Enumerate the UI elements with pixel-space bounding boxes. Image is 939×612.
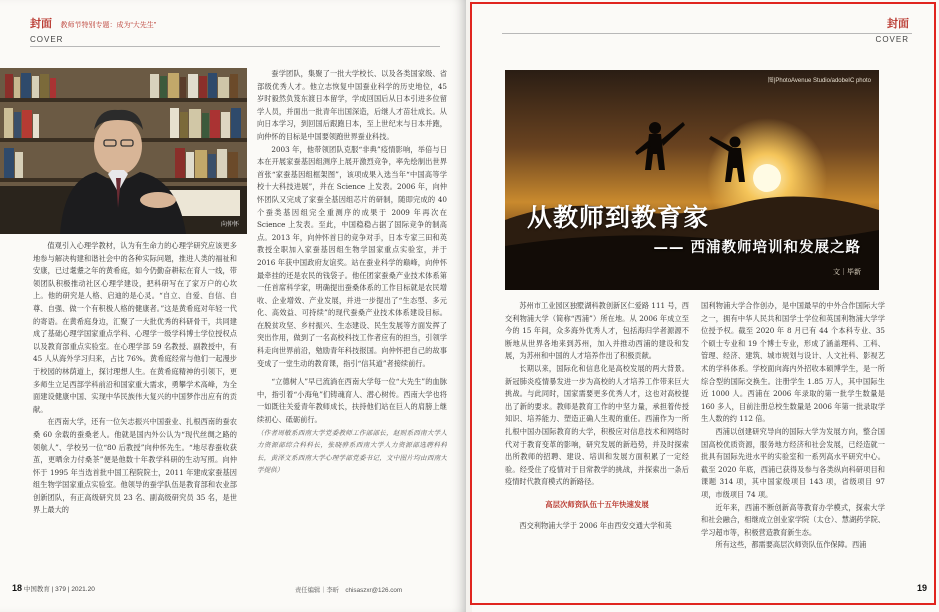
paragraph: 2003 年，他带领团队克服“非典”疫情影响，举倍与日本在开展家蚕基因组测序上展开激烈竞争，率先绘制出世界首张“家蚕基因组框架图”，该项成果入选当年“中国高等学校十大科技进展”，并在 Science 上发表。2006 年，向仲怀团队又完成了家蚕全基因组芯片的研制，随即完成的 40 个蚕类基因组完全重测序的成果于 2009 年再次在 Science 上发表。至此，中国稳稳占据了国际竞争的制高点。2013 年，向仲怀首日的竞争对手，日本专家三田和英教授全职加入家蚕基因组生物学国家重点实验室，并于 2016 年获中国政府友谊奖。站在蚕业科学的巅峰，向仲怀最牵挂的还是农民的钱袋子。他任团家蚕桑产业技术体系第一任首席科学家，明确提出蚕桑体系的工作目标就是农民增收、企业增效、产业发展，并进一步提出了“生态型、多元化、高效益、可持续”的现代蚕桑产业技术体系建设目标。在脱贫攻坚、乡村振兴、生态建设、民生发展等方面发挥了突出作用，做到了一名高校科技工作者应有的担当，引领学科走向世界前沿，勉励青年科技报国。向仲怀把自己的故事变成了一堂生动的教育课，指引“信其道”者接续前行。 [257, 144, 447, 368]
sunset-silhouette-image [505, 70, 879, 290]
section-label: 封面 [887, 17, 909, 30]
article-byline: 文｜毕新 [833, 268, 861, 276]
section-english: COVER [875, 35, 909, 44]
left-header [30, 14, 156, 44]
paragraph: “立德树人”早已流淌在西南大学每一位“大先生”的血脉中，指引着“小海龟”们铸魂育人、潜心树传。西南大学也将一如既往关爱青年教师成长，扶持他们站在巨人的肩膀上继续初心、砥砺前行。 [257, 377, 447, 425]
issue-date: 2021.20 [71, 586, 95, 593]
issue-number: 379 [55, 586, 66, 593]
author-note: （作者周敏系西南大学党委教师工作部部长，赵则系西南大学人力资源部综合科科长，张晓骅系西南大学人力资源部选聘科科长，黄泽文系西南大学心理学部党委书记，文中图片均由西南大学提供） [257, 428, 447, 475]
paragraph: 西浦以创建研究导向的国际大学为发展方向，整合国国高校优质资源，服务地方经济和社会发展，已经造就一批具有国际先进水平的实验室和一系列高水平研究中心。截至 2020 年底，西浦已获得及参与各类纵向科研项目和课题 314 项，其中国家级项目 143 项，省级项目 97 项，市级项目 74 项。 [701, 426, 885, 499]
section-label: 封面 [30, 17, 52, 30]
left-column-1 [33, 240, 237, 570]
header-divider [502, 33, 912, 34]
paragraph: 苏州市工业园区独墅湖科教创新区仁爱路 111 号，西交利物浦大学（简称“西浦”）所在地。从 2006 年成立至今的 15 年间，众多海外优秀人才，包括海归学者源源不断地从世界各地来到苏州，加入并推动西浦的建设和发展，为苏州和中国的人才培养作出了积极贡献。 [505, 301, 689, 361]
article-subtitle: —— 西浦教师培训和发展之路 [653, 240, 861, 256]
section-subtitle: 教师节特别专题：成为“大先生” [60, 22, 157, 29]
right-column-2 [701, 300, 885, 575]
paragraph: 国利物浦大学合作创办，是中国最早的中外合作国际大学之一，拥有中华人民共和国学士学位和英国利物浦大学学位授予权。截至 2020 年 8 月已有 44 个本科专业、35 个硕士专业和 19 个博士专业，形成了涵盖理科、工科、管理、经济、建筑、城市规划与设计、人文社科、影视艺术的学科体系。学校面向海内外招收本硕博学生，是一所综合型的国际交换生。注册学生 1.85 万人，其中国际生近 1000 人。西浦在 2006 年录取的第一批学生数量是 160 多人，目前注册总校生数量是 2006 年第一批录取学生人数的约 112 倍。 [701, 301, 885, 424]
magazine-name: 中国教育 [23, 586, 50, 593]
page-number: 18 [12, 583, 23, 593]
paragraph: 西交利物浦大学于 2006 年由西安交通大学和英 [519, 520, 672, 530]
page-number: 19 [916, 583, 927, 593]
hero-banner [505, 70, 879, 290]
photo-caption: 向仲怀 [220, 222, 239, 228]
left-page [0, 0, 466, 612]
portrait-photo [0, 68, 247, 234]
section-subheading: 高层次师资队伍十五年快速发展 [545, 499, 649, 509]
bookshelf-portrait-image [0, 68, 247, 234]
header-divider [30, 46, 440, 47]
editor-credit: 责任编辑｜李昕 chisaszxr@126.com [295, 587, 403, 594]
paragraph: 值观引入心理学教材，认为有生命力的心理学研究应该更多地参与解决构建和谐社会中的各种实际问题，推进人类的福祉和安康，已过耄耋之年的黄希庭，如今仍勤奋耕耘在育人一线，带领团队积极推动社区心理学建设，把科研写在了家万户的心坎上。他的研究是人格、启迪的是心灵。“自立、自爱、自信、自尊、自强、做一个有积极人格的健康者。”这是黄希庭对年轻一代的寄语。在黄希庭身边，汇聚了一大批优秀的科研骨干，共同建成了基础心理学国家重点学科、心理学一级学科博士学位授权点以及教育部重点实验室。在心理学部 59 名教授、副教授中，有 45 人从海外学习归来，占比 76%。黄希庭经常与他们一起漫步于校园的林荫道上，探讨理想人生。在黄希庭精神的引领下，更多师生立足西部学科前沿和国家重大需求，勇攀学术高峰，为全面建设健康中国、实现中华民族伟大复兴的中国梦作出应有的贡献。 [33, 241, 237, 414]
left-column-2 [257, 68, 447, 573]
article-title: 从教师到教育家 [527, 203, 710, 232]
right-column-1 [505, 300, 689, 575]
paragraph: 在西南大学，还有一位矢志振兴中国蚕业、扎根西南的蚕农桑 60 余载的蚕桑老人。他就是国内外公认为“现代丝绸之路的领航人”、学校另一位“80 后教授”向仲怀先生。“地尽春蚕收获茧，更晒余力付桑茶”便是他数十年教学科研的生动写照。向仲怀于 1995 年当选首批中国工程院院士，2011 年建成家蚕基因组生物学国家重点实验室。他领导的蚕学队伍是教育部和农业部创新团队，有正高级研究员 23 名、副高级研究员 35 名，是世界上最大的 [33, 417, 237, 515]
paragraph: 蚕学团队，集聚了一批大学校长、以及各类国家级、省部级优秀人才。他立志恢复中国蚕业科学的历史地位，45 岁时毅然负笈东渡日本留学，学成回国后从日本引进多位留学人员，并面出一批青年出国深造，后继人才苗壮成长。从向日本学习，到回国后跟跑日本，至上世纪末与日本并跑，向仲怀的目标是中国要领跑世界蚕业科技。 [257, 69, 447, 141]
right-page [472, 0, 939, 612]
right-header [876, 14, 909, 44]
paragraph: 近年来，西浦不断创新高等教育办学模式，探索大学和社会融合，相继成立创业家学院（太仓）、慧湖药学院、学习超市等，积极营造教育新生态。 [701, 502, 885, 537]
section-english: COVER [30, 35, 64, 44]
paragraph: 所有这些，都需要高层次师资队伍作保障。西浦 [715, 540, 867, 550]
hero-photo-credit: 图|PhotoAvenue Studio/adobeIC photo [767, 78, 871, 84]
right-folio [917, 583, 927, 593]
paragraph: 长期以来，国际化和信息化是高校发展的两大背景。新冠肺炎疫情暴发进一步为高校的人才培养工作带来巨大挑战。与此同时，国家需要更多优秀人才，这也对高校提出了新的要求。教师是教育工作的中坚力量，承担着传授知识、培养能力、塑造正确人生观的重任。西浦作为一所扎根中国办国际教育的大学，积极应对信息技术和网络时代对于教育变革的影响，研究发展的新趋势，并及时探索出所教师的招聘、建设、培训和发展方面积累了一定经验。经受住了疫情对于目常教学的挑战，并探索出一条后疫情时代教育模式的新路径。 [505, 363, 689, 487]
left-folio: 18 中国教育 | 379 | 2021.20 [12, 583, 95, 593]
